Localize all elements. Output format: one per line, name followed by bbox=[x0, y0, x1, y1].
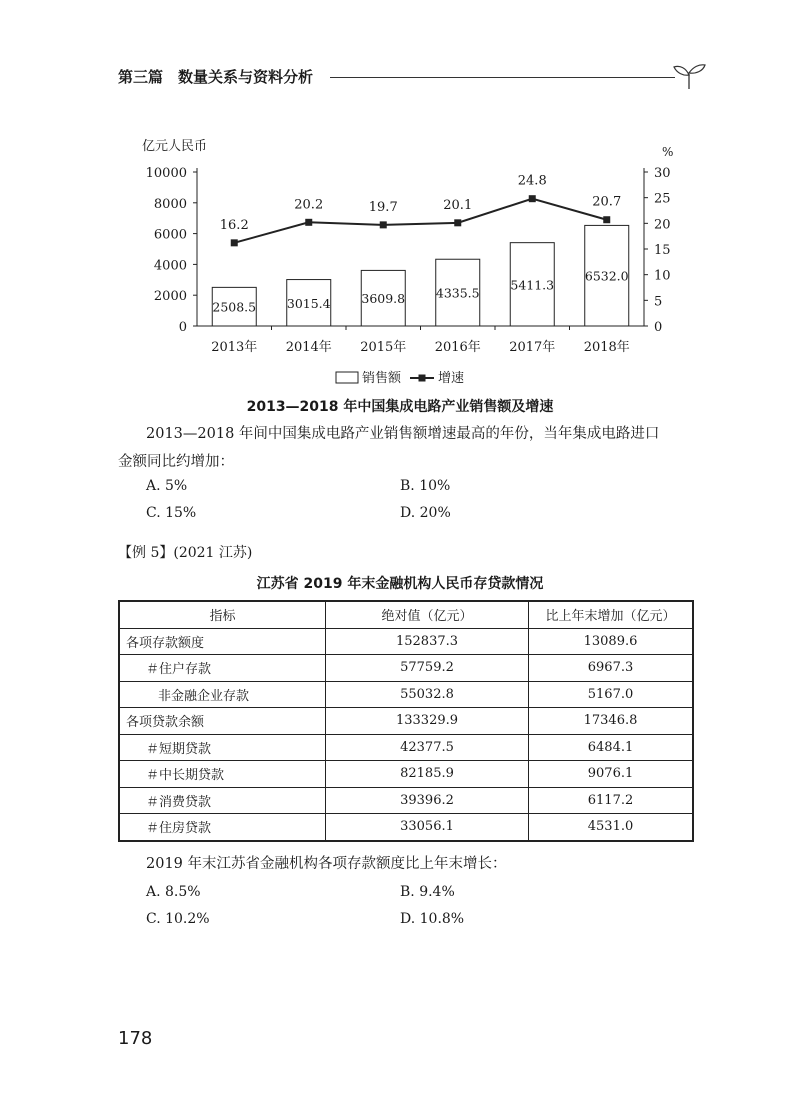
y-right-tick-label: 25 bbox=[654, 191, 671, 207]
growth-marker bbox=[603, 216, 610, 223]
x-tick-label: 2017年 bbox=[509, 340, 556, 355]
row-value: 33056.1 bbox=[326, 814, 529, 841]
y-left-tick-label: 10000 bbox=[145, 166, 187, 181]
bar-value-label: 3015.4 bbox=[286, 295, 331, 311]
table-row bbox=[119, 708, 693, 735]
y-left-tick-label: 2000 bbox=[153, 289, 187, 305]
q1-option-b: B. 10% bbox=[400, 478, 451, 494]
section-title: 第三篇 数量关系与资料分析 bbox=[118, 68, 314, 86]
row-increase: 17346.8 bbox=[529, 708, 694, 735]
growth-value-label: 20.2 bbox=[294, 197, 324, 213]
row-increase: 6117.2 bbox=[529, 787, 694, 814]
row-increase: 6967.3 bbox=[529, 655, 694, 682]
question-1-line-2: 金额同比约增加： bbox=[118, 454, 234, 470]
page-number: 178 bbox=[118, 1028, 153, 1049]
table-row bbox=[119, 681, 693, 708]
q1-option-a: A. 5% bbox=[146, 478, 188, 494]
legend-bar-label: 销售额 bbox=[362, 371, 402, 386]
question-2: 2019 年末江苏省金融机构各项存款额度比上年末增长： bbox=[146, 856, 507, 872]
y-right-tick-label: 15 bbox=[654, 243, 671, 258]
example-label: 【例 5】(2021 江苏) bbox=[118, 545, 253, 561]
growth-marker bbox=[380, 221, 387, 228]
q1-option-c: C. 15% bbox=[146, 505, 197, 521]
q2-option-d: D. 10.8% bbox=[400, 911, 465, 927]
column-header-increase: 比上年末增加（亿元） bbox=[529, 601, 694, 628]
bar-series bbox=[212, 225, 629, 326]
growth-line bbox=[234, 199, 607, 243]
row-name: ＃短期贷款 bbox=[119, 734, 326, 761]
question-1 bbox=[118, 420, 698, 476]
running-header bbox=[118, 62, 708, 94]
row-value: 133329.9 bbox=[326, 708, 529, 735]
row-name: ＃中长期贷款 bbox=[119, 761, 326, 788]
y-right-tick-label: 10 bbox=[654, 268, 671, 284]
table-row bbox=[119, 655, 693, 682]
growth-value-label: 20.1 bbox=[443, 197, 473, 213]
x-tick-label: 2016年 bbox=[434, 340, 481, 355]
deposit-loan-table bbox=[118, 600, 694, 842]
column-header-indicator: 指标 bbox=[119, 601, 326, 628]
y-right-tick-label: 5 bbox=[654, 294, 663, 310]
q2-option-a: A. 8.5% bbox=[146, 884, 201, 900]
y-left-tick-label: 0 bbox=[178, 320, 187, 335]
y-right-tick-label: 20 bbox=[654, 217, 671, 233]
q1-option-d: D. 20% bbox=[400, 505, 451, 521]
x-tick-label: 2014年 bbox=[285, 340, 332, 355]
sales-growth-chart bbox=[0, 130, 800, 392]
growth-marker bbox=[305, 219, 312, 226]
row-increase: 9076.1 bbox=[529, 761, 694, 788]
question-1-line-1: 2013—2018 年间中国集成电路产业销售额增速最高的年份，当年集成电路进口 bbox=[146, 426, 660, 442]
table-row bbox=[119, 787, 693, 814]
legend-bar-swatch bbox=[336, 372, 358, 383]
row-increase: 4531.0 bbox=[529, 814, 694, 841]
table-header-row bbox=[119, 601, 693, 628]
row-name: ＃消费贷款 bbox=[119, 787, 326, 814]
row-value: 82185.9 bbox=[326, 761, 529, 788]
row-increase: 6484.1 bbox=[529, 734, 694, 761]
row-name: 非金融企业存款 bbox=[119, 681, 326, 708]
sprout-icon bbox=[670, 62, 708, 90]
legend-line-label: 增速 bbox=[438, 371, 465, 386]
bar-value-label: 5411.3 bbox=[510, 277, 555, 293]
bar-value-label: 6532.0 bbox=[584, 268, 629, 284]
q2-option-c: C. 10.2% bbox=[146, 911, 210, 927]
line-series bbox=[220, 174, 621, 247]
y-right-axis-title: % bbox=[662, 145, 674, 159]
y-left-tick-label: 6000 bbox=[153, 227, 187, 243]
y-left-tick-label: 8000 bbox=[153, 196, 187, 212]
x-tick-label: 2015年 bbox=[360, 340, 407, 355]
column-header-value: 绝对值（亿元） bbox=[326, 601, 529, 628]
row-name: ＃住房贷款 bbox=[119, 814, 326, 841]
growth-marker bbox=[454, 219, 461, 226]
bar-value-label: 4335.5 bbox=[435, 285, 480, 301]
row-value: 152837.3 bbox=[326, 628, 529, 655]
growth-value-label: 24.8 bbox=[517, 173, 547, 189]
q2-option-b: B. 9.4% bbox=[400, 884, 455, 900]
y-left-tick-label: 4000 bbox=[153, 258, 187, 274]
growth-value-label: 19.7 bbox=[368, 199, 398, 215]
table-row bbox=[119, 734, 693, 761]
row-name: 各项贷款余额 bbox=[119, 708, 326, 735]
table-row bbox=[119, 814, 693, 841]
y-right-tick-label: 0 bbox=[654, 320, 663, 335]
row-increase: 5167.0 bbox=[529, 681, 694, 708]
row-name: ＃住户存款 bbox=[119, 655, 326, 682]
header-rule bbox=[330, 77, 675, 78]
y-right-tick-label: 30 bbox=[654, 166, 671, 181]
growth-marker bbox=[529, 195, 536, 202]
x-tick-label: 2018年 bbox=[583, 340, 630, 355]
chart-legend bbox=[336, 370, 464, 386]
row-value: 57759.2 bbox=[326, 655, 529, 682]
table-title: 江苏省 2019 年末金融机构人民币存贷款情况 bbox=[256, 576, 544, 592]
row-value: 55032.8 bbox=[326, 681, 529, 708]
y-left-axis-title: 亿元人民币 bbox=[142, 139, 208, 154]
growth-value-label: 16.2 bbox=[219, 217, 249, 233]
table-row bbox=[119, 761, 693, 788]
chart-title: 2013—2018 年中国集成电路产业销售额及增速 bbox=[246, 399, 554, 415]
growth-marker bbox=[231, 239, 238, 246]
growth-value-label: 20.7 bbox=[592, 194, 622, 210]
row-value: 42377.5 bbox=[326, 734, 529, 761]
row-increase: 13089.6 bbox=[529, 628, 694, 655]
legend-line-marker bbox=[419, 375, 426, 382]
row-name: 各项存款额度 bbox=[119, 628, 326, 655]
row-value: 39396.2 bbox=[326, 787, 529, 814]
bar-value-label: 3609.8 bbox=[361, 291, 406, 307]
x-tick-label: 2013年 bbox=[211, 340, 258, 355]
bar-value-label: 2508.5 bbox=[212, 299, 257, 315]
table-row bbox=[119, 628, 693, 655]
